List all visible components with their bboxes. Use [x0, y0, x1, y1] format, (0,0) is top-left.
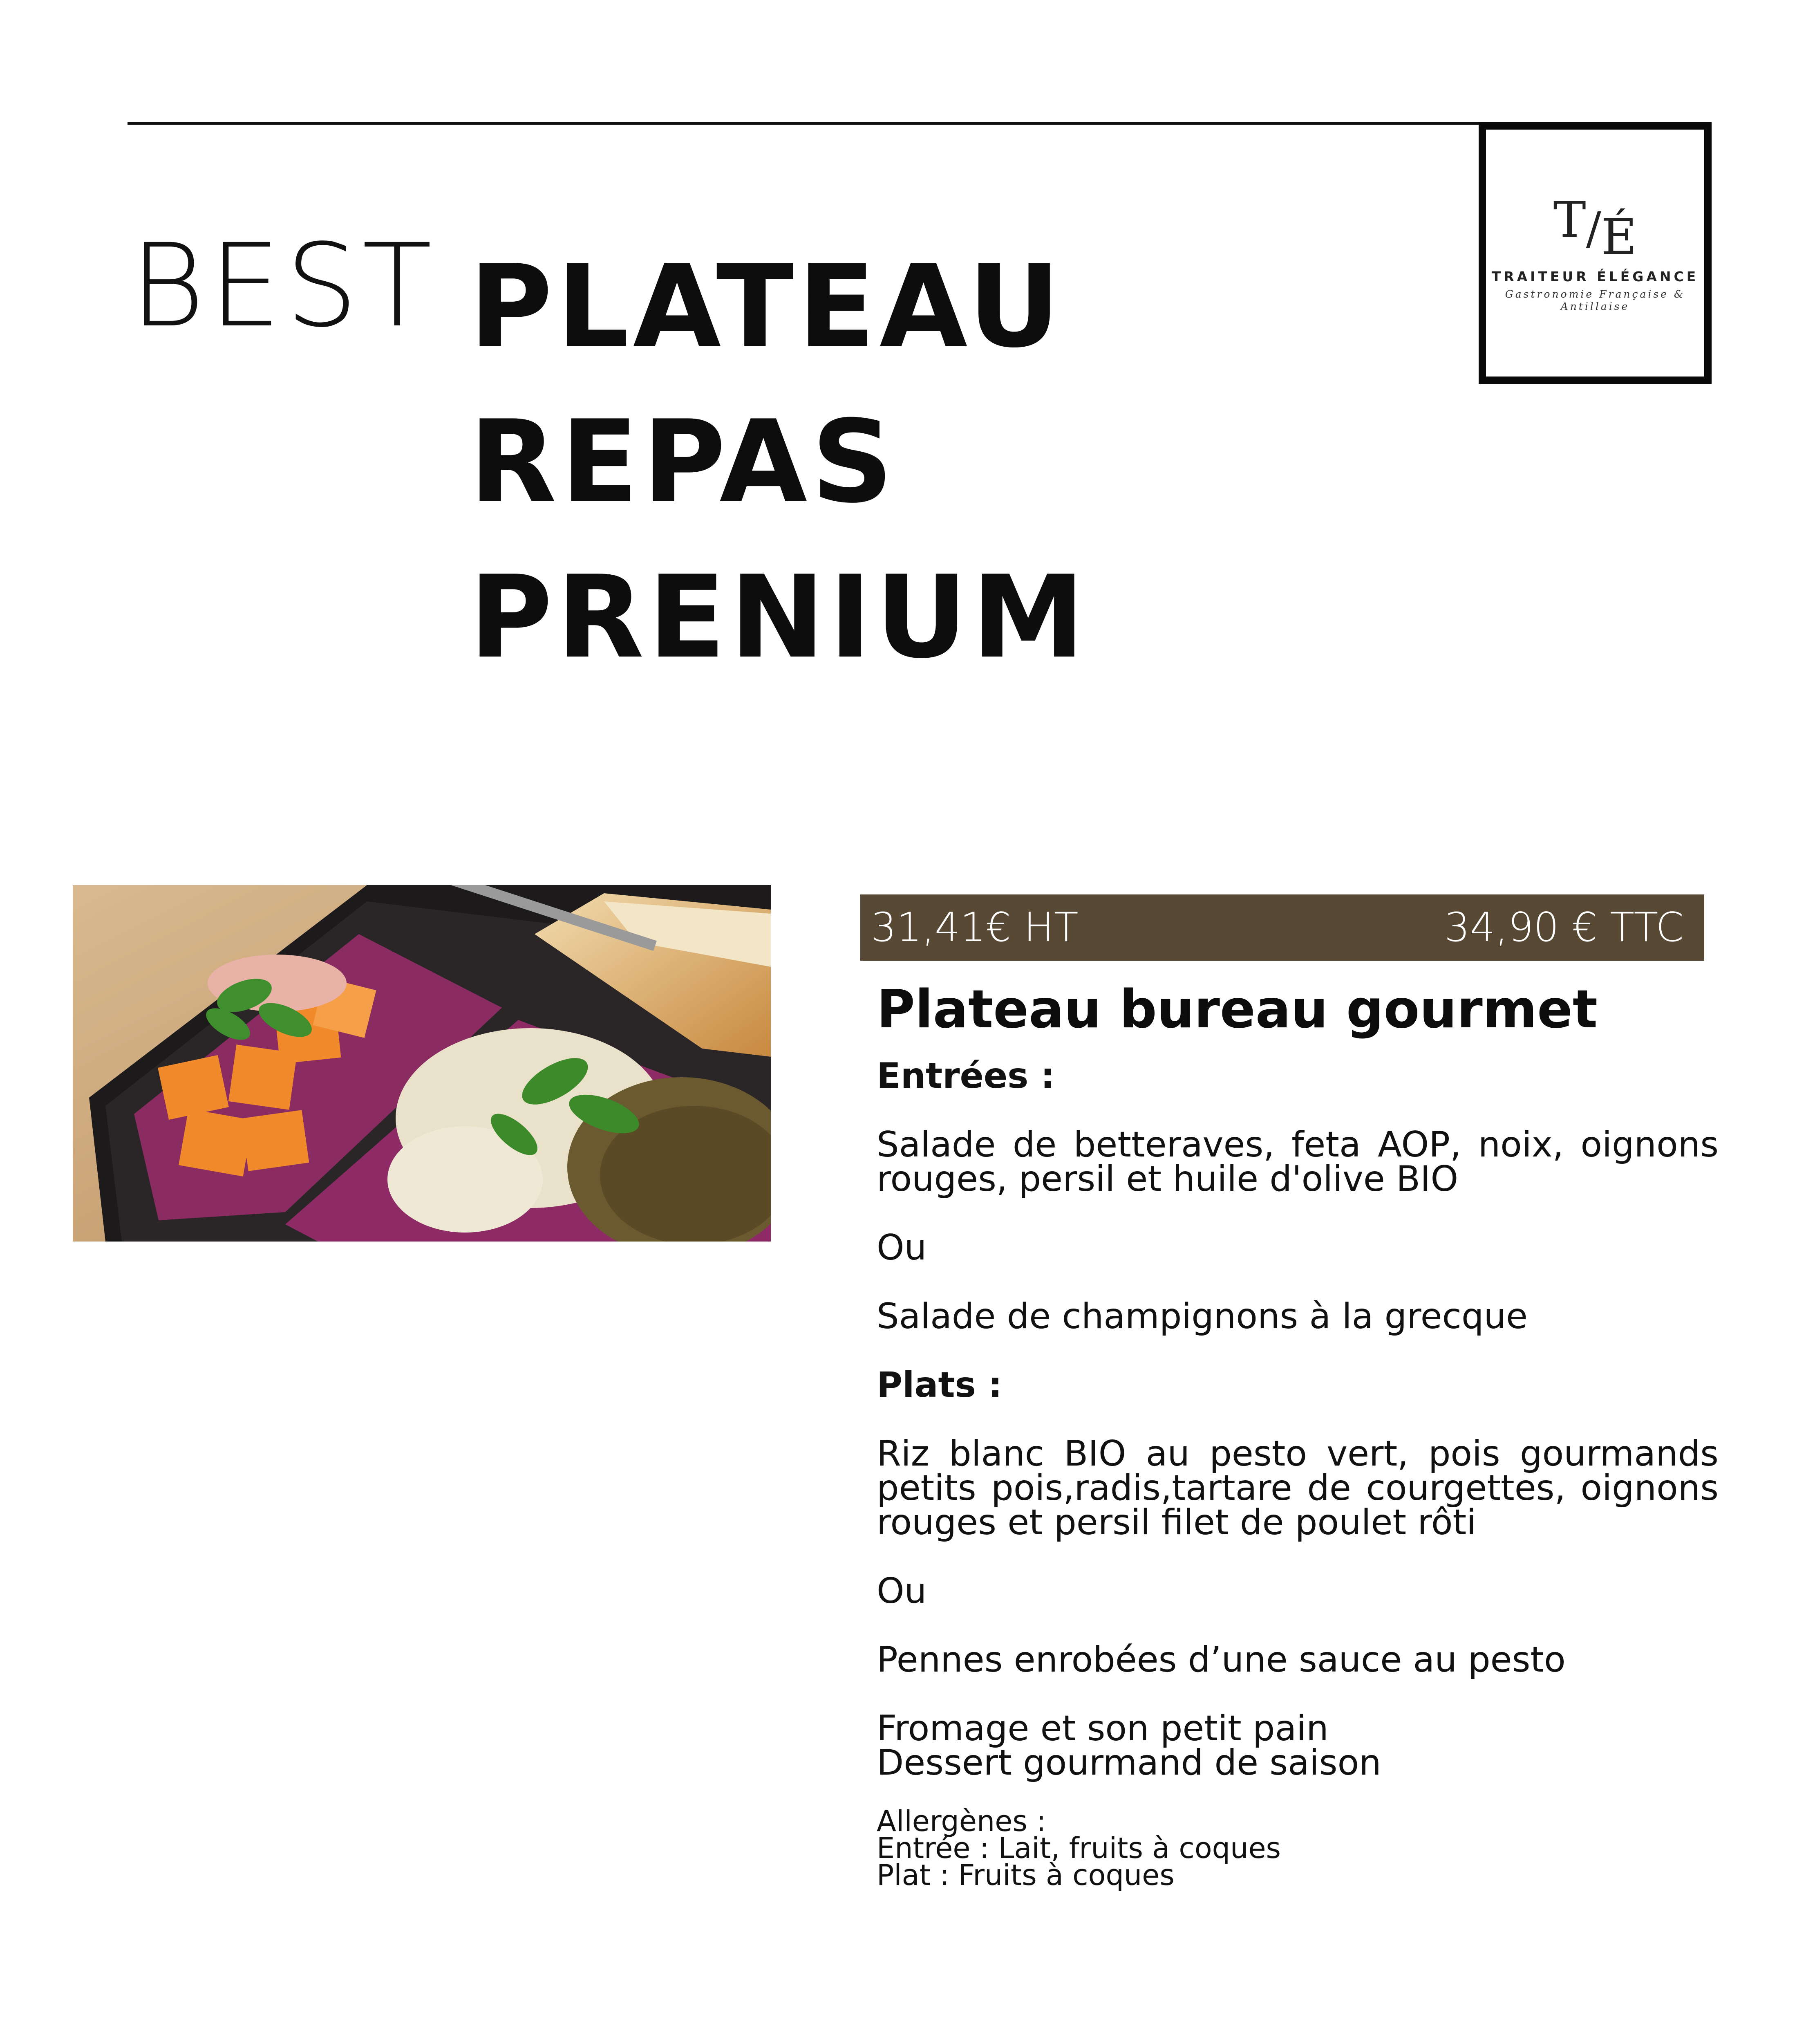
- plat-option-2: Pennes enrobées d’une sauce au pesto: [877, 1639, 1566, 1680]
- allergens-title: Allergènes :: [877, 1804, 1046, 1838]
- logo-name: TRAITEUR ÉLÉGANCE: [1491, 269, 1699, 285]
- dish-title: Plateau bureau gourmet: [877, 979, 1598, 1040]
- price-incl-tax: 34,90 € TTC: [1444, 904, 1684, 951]
- entree-option-1: Salade de betteraves, feta AOP, noix, oignons rouges, persil et huile d'olive BIO: [877, 1124, 1719, 1199]
- header-rule: [128, 122, 1481, 125]
- allergens-block: [877, 1804, 1719, 1892]
- entrees-heading: Entrées :: [877, 1056, 1055, 1096]
- cheese-line: Fromage et son petit pain: [877, 1708, 1329, 1749]
- price-bar: [860, 894, 1704, 961]
- or-separator: Ou: [877, 1571, 927, 1611]
- dessert-line: Dessert gourmand de saison: [877, 1742, 1381, 1783]
- cheese-dessert: [877, 1708, 1719, 1783]
- entree-option-2: Salade de champignons à la grecque: [877, 1296, 1528, 1337]
- logo-tagline: Gastronomie Française & Antillaise: [1505, 288, 1685, 312]
- allergens-plat: Plat : Fruits à coques: [877, 1858, 1175, 1892]
- page-title-prefix: BEST: [130, 220, 436, 353]
- plats-heading: Plats :: [877, 1365, 1003, 1405]
- plat-option-1: Riz blanc BIO au pesto vert, pois gourmands petits pois,radis,tartare de courgettes, oignons rouges et persil filet de poulet rôti: [877, 1433, 1719, 1543]
- or-separator: Ou: [877, 1227, 927, 1268]
- brand-logo: [1479, 122, 1712, 384]
- menu-description: [877, 1056, 1719, 1892]
- price-excl-tax: 31,41€ HT: [871, 904, 1079, 951]
- allergens-entree: Entrée : Lait, fruits à coques: [877, 1831, 1281, 1865]
- meal-tray-photo: [73, 885, 771, 1242]
- logo-monogram: T/É: [1553, 192, 1637, 266]
- page-title: PLATEAU REPAS PRENIUM: [469, 240, 1089, 684]
